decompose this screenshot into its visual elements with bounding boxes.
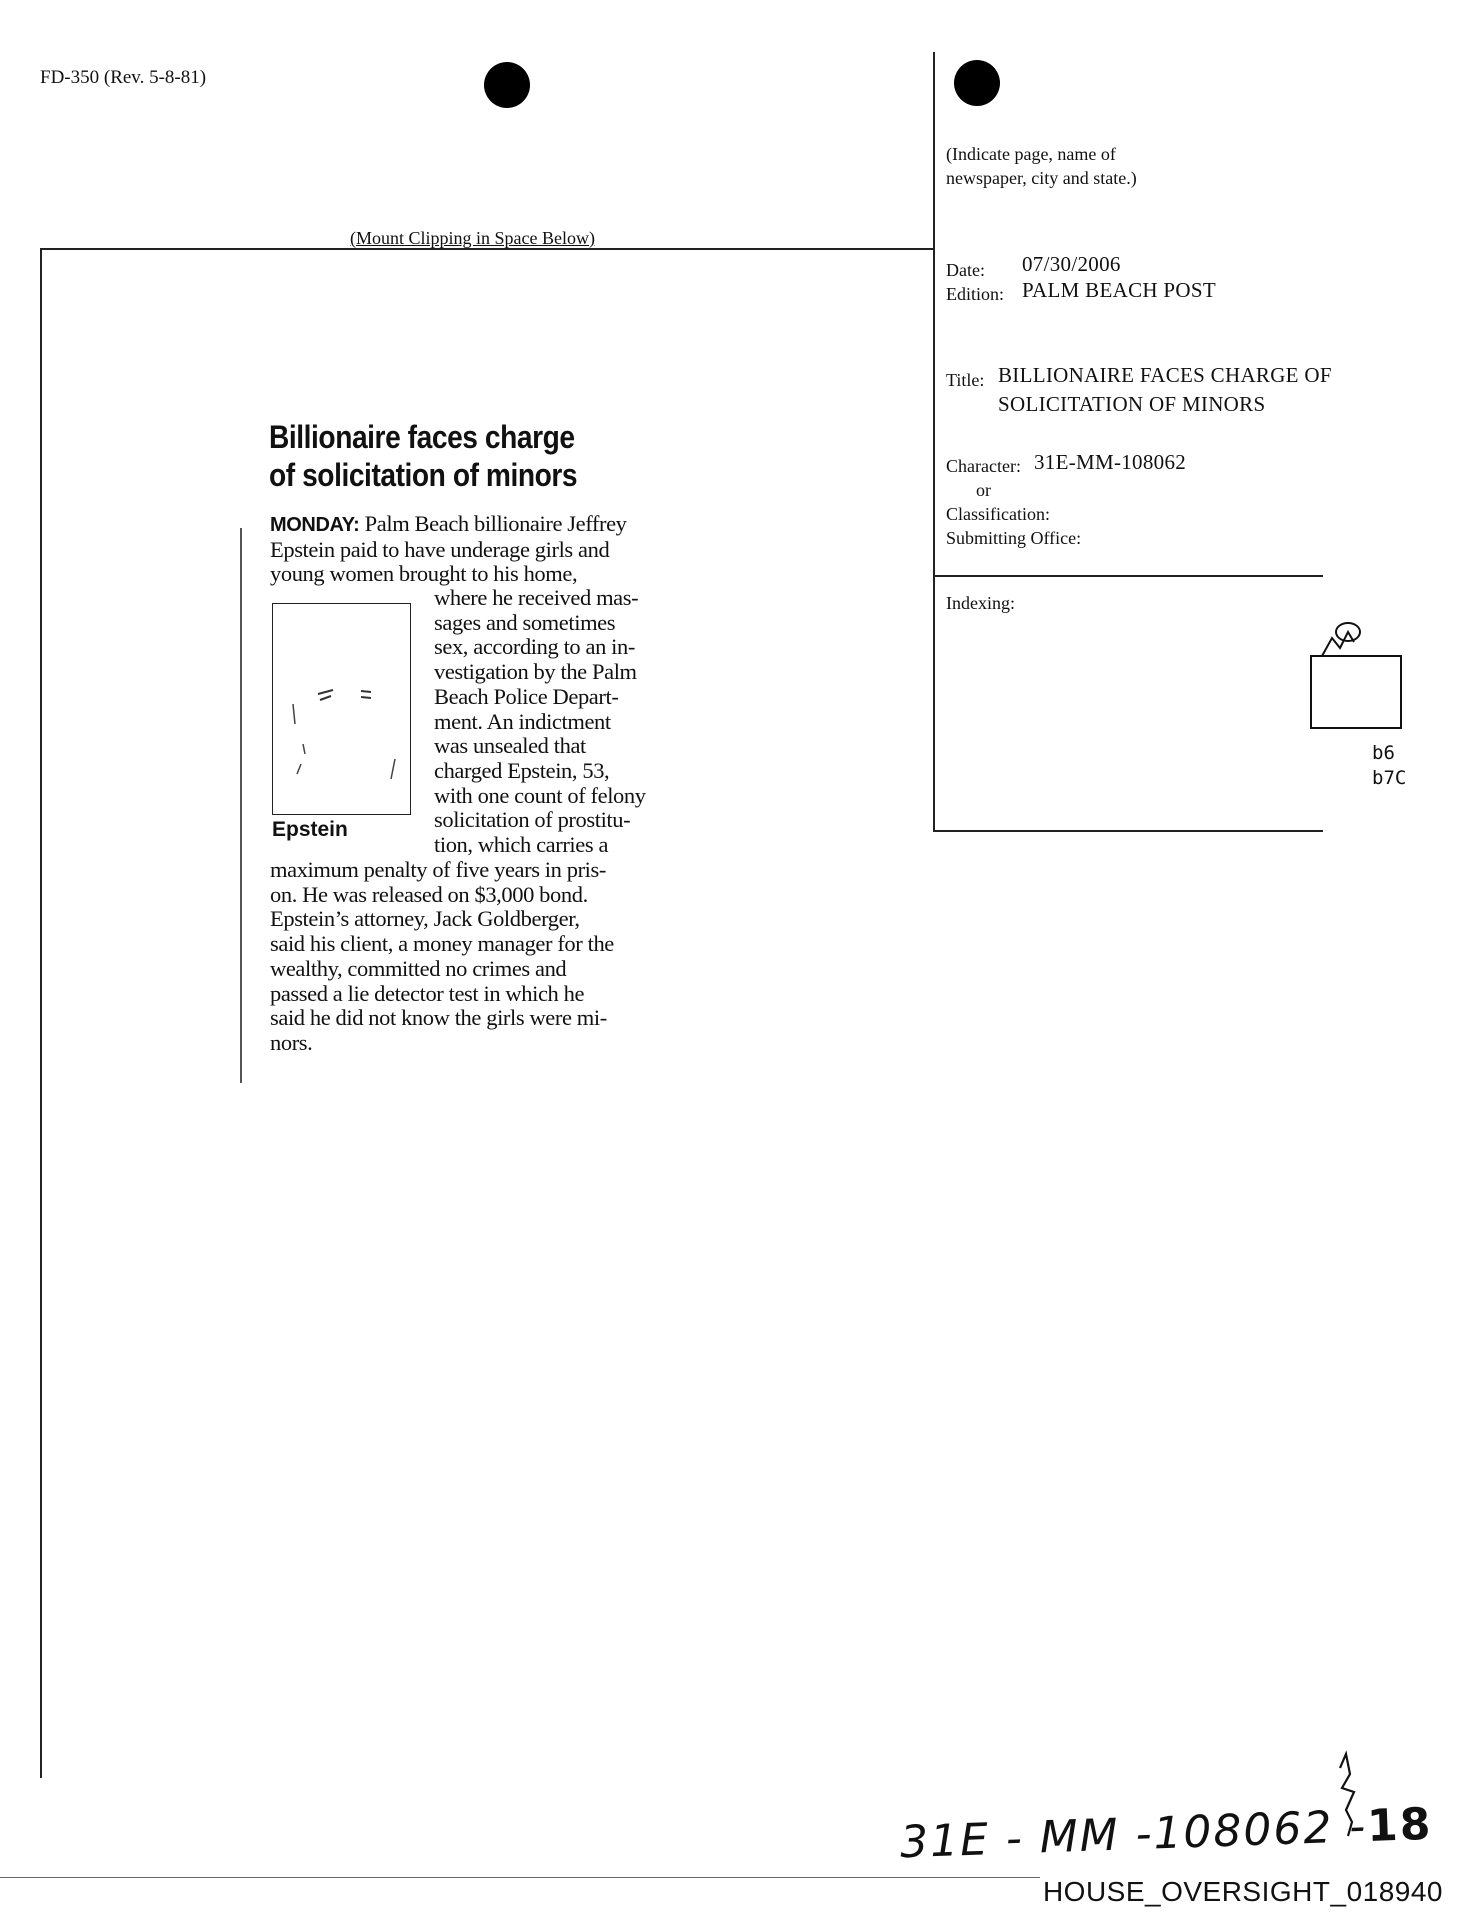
clipping-body-line: on. He was released on $3,000 bond. [270, 881, 588, 907]
indicate-note [946, 142, 1137, 190]
clipping-headline [269, 418, 639, 494]
clipping-body-line: sex, according to an in- [434, 634, 635, 660]
clipping-left-rule [240, 528, 242, 1083]
mount-caption: (Mount Clipping in Space Below) [350, 228, 595, 248]
character-label: Character: [946, 456, 1021, 476]
clipping-body-line: vestigation by the Palm [434, 659, 637, 685]
clipping-body-line: young women brought to his home, [270, 561, 578, 587]
redaction-box [1310, 655, 1402, 729]
indicate-note-line: (Indicate page, name of [946, 144, 1116, 164]
date-label: Date: [946, 260, 985, 280]
info-panel-divider [933, 52, 935, 830]
character-value: 31E-MM-108062 [1034, 450, 1187, 474]
clipping-body-line: maximum penalty of five years in pris- [270, 857, 606, 882]
form-id: FD-350 (Rev. 5-8-81) [40, 67, 207, 88]
photo-caption: Epstein [272, 818, 348, 841]
title-value-line-1: BILLIONAIRE FACES CHARGE OF [998, 363, 1332, 387]
clipping-body-line: wealthy, committed no crimes and [270, 955, 567, 981]
or-label: or [976, 480, 991, 500]
clipping-body-line: where he received mas- [434, 585, 639, 610]
title-value-line-2: SOLICITATION OF MINORS [998, 392, 1266, 416]
date-value: 07/30/2006 [1022, 252, 1121, 276]
edition-value: PALM BEACH POST [1022, 278, 1216, 302]
bates-number: HOUSE_OVERSIGHT_018940 [1042, 1876, 1443, 1907]
clipping-headline-line: of solicitation of minors [269, 457, 578, 493]
epstein-photo [272, 603, 411, 815]
handwritten-initials [1328, 1748, 1368, 1840]
punch-hole-right [954, 60, 1000, 106]
clipping-body-line: nors. [270, 1029, 313, 1055]
handwritten-initial-mark [1318, 616, 1368, 660]
info-panel-rule-upper [933, 575, 1323, 577]
info-panel-rule-lower [933, 830, 1323, 832]
clipping-body-line: ment. An indictment [434, 708, 611, 734]
clipping-body-line: said he did not know the girls were mi- [270, 1005, 607, 1031]
handwritten-serial: 18 [1366, 1798, 1434, 1852]
handwritten-file-number-text: 31E - MM -108062 - [899, 1801, 1369, 1869]
mount-area-top-rule [40, 248, 934, 250]
clipping-body-line: Epstein paid to have underage girls and [270, 536, 610, 562]
clipping-headline-line: Billionaire faces charge [269, 419, 575, 455]
redaction-code: b7C [1372, 767, 1407, 789]
title-label: Title: [946, 370, 985, 390]
photo-faint-marks [273, 604, 410, 814]
redaction-code: b6 [1372, 742, 1395, 764]
clipping-body-narrow [434, 586, 646, 858]
clipping-body-line: was unsealed that [434, 733, 586, 759]
clipping-body-line: with one count of felony [434, 782, 646, 808]
clipping-body-line: tion, which carries a [434, 832, 609, 858]
classification-label: Classification: [946, 504, 1050, 524]
mount-area-left-rule [40, 248, 42, 1778]
submitting-office-label: Submitting Office: [946, 528, 1082, 548]
indicate-note-line: newspaper, city and state.) [946, 168, 1137, 188]
clipping-body-line: Beach Police Depart- [434, 683, 619, 709]
clipping-kicker: MONDAY: [270, 514, 360, 536]
clipping-body-line: Epstein’s attorney, Jack Goldberger, [270, 906, 580, 932]
clipping-body-line: solicitation of prostitu- [434, 807, 631, 833]
clipping-body-line [270, 512, 627, 538]
clipping-body-text: Palm Beach billionaire Jeffrey [359, 511, 627, 536]
punch-hole-left [484, 62, 530, 108]
edition-label: Edition: [946, 284, 1004, 304]
clipping-body-line: sages and sometimes [434, 609, 616, 635]
clipping-body-top [270, 512, 627, 587]
page-bottom-rule [0, 1877, 1040, 1878]
redaction-codes [1372, 741, 1406, 791]
indexing-label: Indexing: [946, 593, 1015, 613]
clipping-body-line: charged Epstein, 53, [434, 757, 610, 783]
clipping-body-bottom [270, 858, 614, 1056]
clipping-body-line: passed a lie detector test in which he [270, 980, 585, 1006]
clipping-body-line: said his client, a money manager for the [270, 931, 614, 957]
